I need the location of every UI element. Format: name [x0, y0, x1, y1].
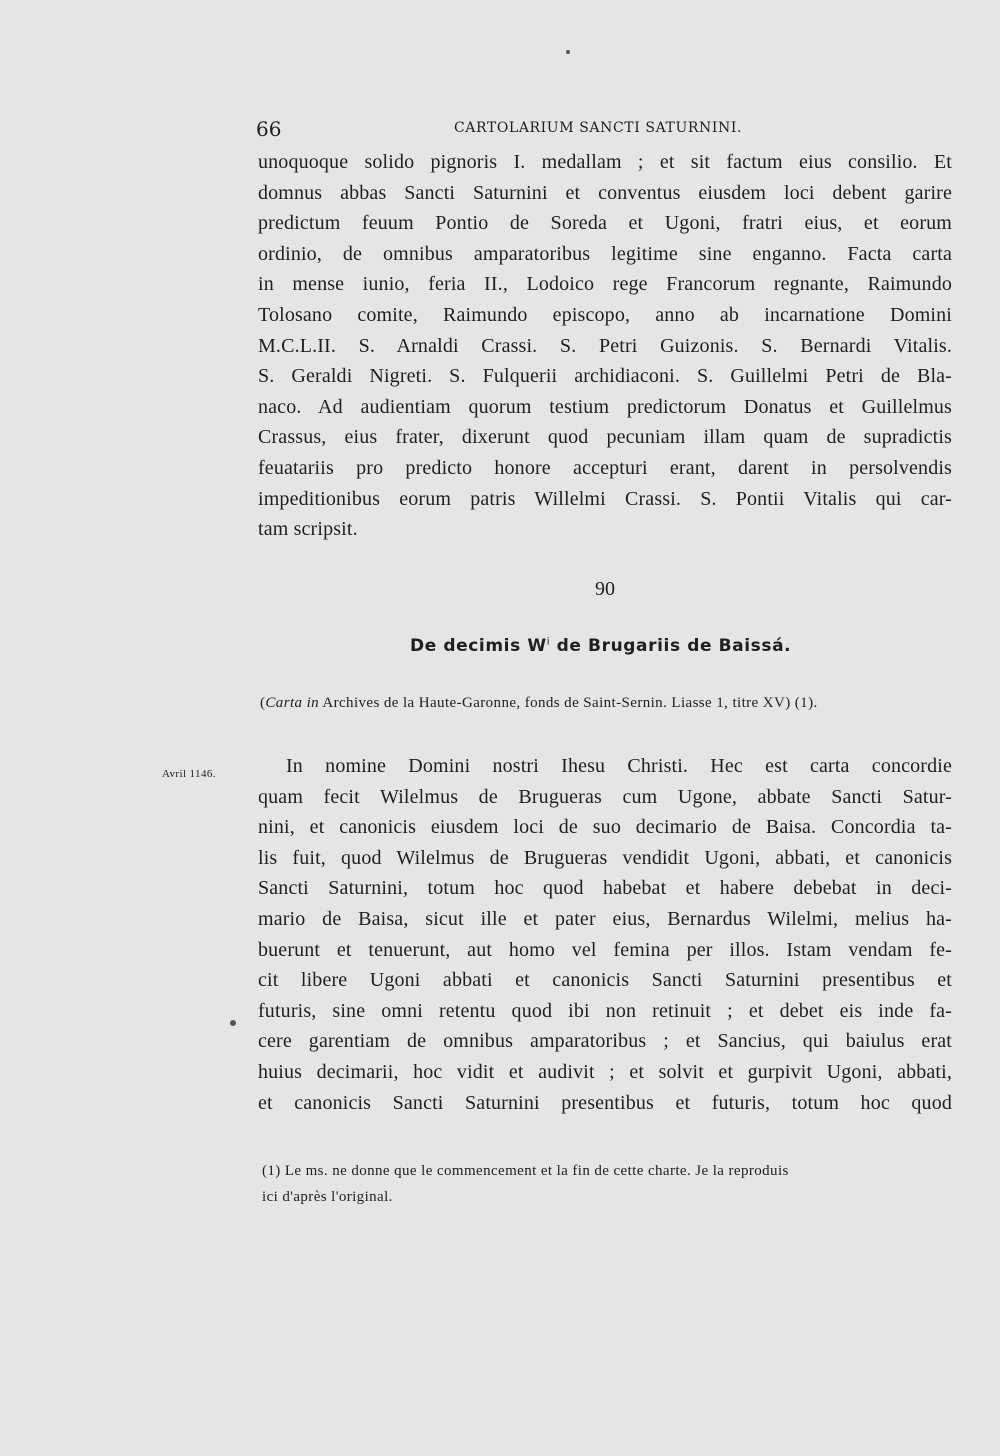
text-line: Sancti Saturnini, totum hoc quod habebat et habere debebat in deci-	[258, 877, 952, 900]
text-line: quam fecit Wilelmus de Brugueras cum Ugone, abbate Sancti Satur-	[258, 785, 952, 808]
charter-number: 90	[595, 578, 615, 600]
text-line: et canonicis Sancti Saturnini presentibus et futuris, totum hoc quod	[258, 1091, 952, 1114]
charter-90-text	[258, 751, 952, 1118]
text-line: tam scripsit.	[258, 518, 358, 541]
source-italic: Carta in	[265, 695, 320, 711]
text-line: M.C.L.II. S. Arnaldi Crassi. S. Petri Guizonis. S. Bernardi Vitalis.	[258, 334, 952, 357]
text-line: cit libere Ugoni abbati et canonicis Sancti Saturnini presentibus et	[258, 969, 952, 992]
page-header	[256, 117, 756, 147]
text-line: ordinio, de omnibus amparatoribus legitime sine enganno. Facta carta	[258, 242, 952, 265]
charter-title-superscript: i	[546, 636, 551, 648]
source-reference	[260, 695, 960, 712]
text-line: naco. Ad audientiam quorum testium predictorum Donatus et Guillelmus	[258, 395, 952, 418]
text-line: feuatariis pro predicto honore accepturi erant, darent in persolvendis	[258, 456, 952, 479]
charter-89-text	[258, 147, 952, 545]
footnote-line: ici d'après l'original.	[262, 1189, 393, 1205]
footnote-line: (1) Le ms. ne donne que le commencement et la fin de cette charte. Je la reproduis	[262, 1163, 789, 1179]
text-line: S. Geraldi Nigreti. S. Fulquerii archidiaconi. S. Guillelmi Petri de Bla-	[258, 365, 952, 388]
text-line: predictum feuum Pontio de Soreda et Ugoni, fratri eius, et eorum	[258, 212, 952, 235]
text-line: Tolosano comite, Raimundo episcopo, anno ab incarnatione Domini	[258, 303, 952, 326]
text-line: huius decimarii, hoc vidit et audivit ; et solvit et gurpivit Ugoni, abbati,	[258, 1060, 952, 1083]
text-line: In nomine Domini nostri Ihesu Christi. Hec est carta concordie	[286, 755, 952, 777]
text-line: in mense iunio, feria II., Lodoico rege Francorum regnante, Raimundo	[258, 273, 952, 296]
text-line: Crassus, eius frater, dixerunt quod pecuniam illam quam de supradictis	[258, 426, 952, 449]
source-open: (	[260, 695, 266, 711]
ink-speck	[566, 50, 570, 54]
text-line: impeditionibus eorum patris Willelmi Crassi. S. Pontii Vitalis qui car-	[258, 487, 952, 510]
margin-date: Avril 1146.	[162, 768, 216, 780]
charter-title	[410, 636, 810, 656]
running-title: CARTOLARIUM SANCTI SATURNINI.	[454, 120, 743, 136]
text-line: futuris, sine omni retentu quod ibi non retinuit ; et debet eis inde fa-	[258, 999, 952, 1022]
text-line: lis fuit, quod Wilelmus de Brugueras vendidit Ugoni, abbati, et canonicis	[258, 846, 952, 869]
charter-title-suffix: de Brugariis de Baissá.	[550, 636, 792, 656]
text-line: unoquoque solido pignoris I. medallam ; et sit factum eius consilio. Et	[258, 151, 952, 173]
text-line: buerunt et tenuerunt, aut homo vel femina per illos. Istam vendam fe-	[258, 938, 952, 961]
text-line: mario de Baisa, sicut ille et pater eius, Bernardus Wilelmi, melius ha-	[258, 907, 952, 930]
text-line: nini, et canonicis eiusdem loci de suo decimario de Baisa. Concordia ta-	[258, 816, 952, 839]
charter-title-prefix: De decimis W	[410, 636, 547, 656]
text-line: cere garentiam de omnibus amparatoribus ; et Sancius, qui baiulus erat	[258, 1030, 952, 1053]
page-number: 66	[256, 117, 282, 141]
source-rest: Archives de la Haute-Garonne, fonds de Saint-Sernin. Liasse 1, titre XV) (1).	[319, 695, 818, 711]
ink-speck	[230, 1020, 236, 1026]
text-line: domnus abbas Sancti Saturnini et conventus eiusdem loci debent garire	[258, 181, 952, 204]
footnote	[262, 1158, 962, 1210]
